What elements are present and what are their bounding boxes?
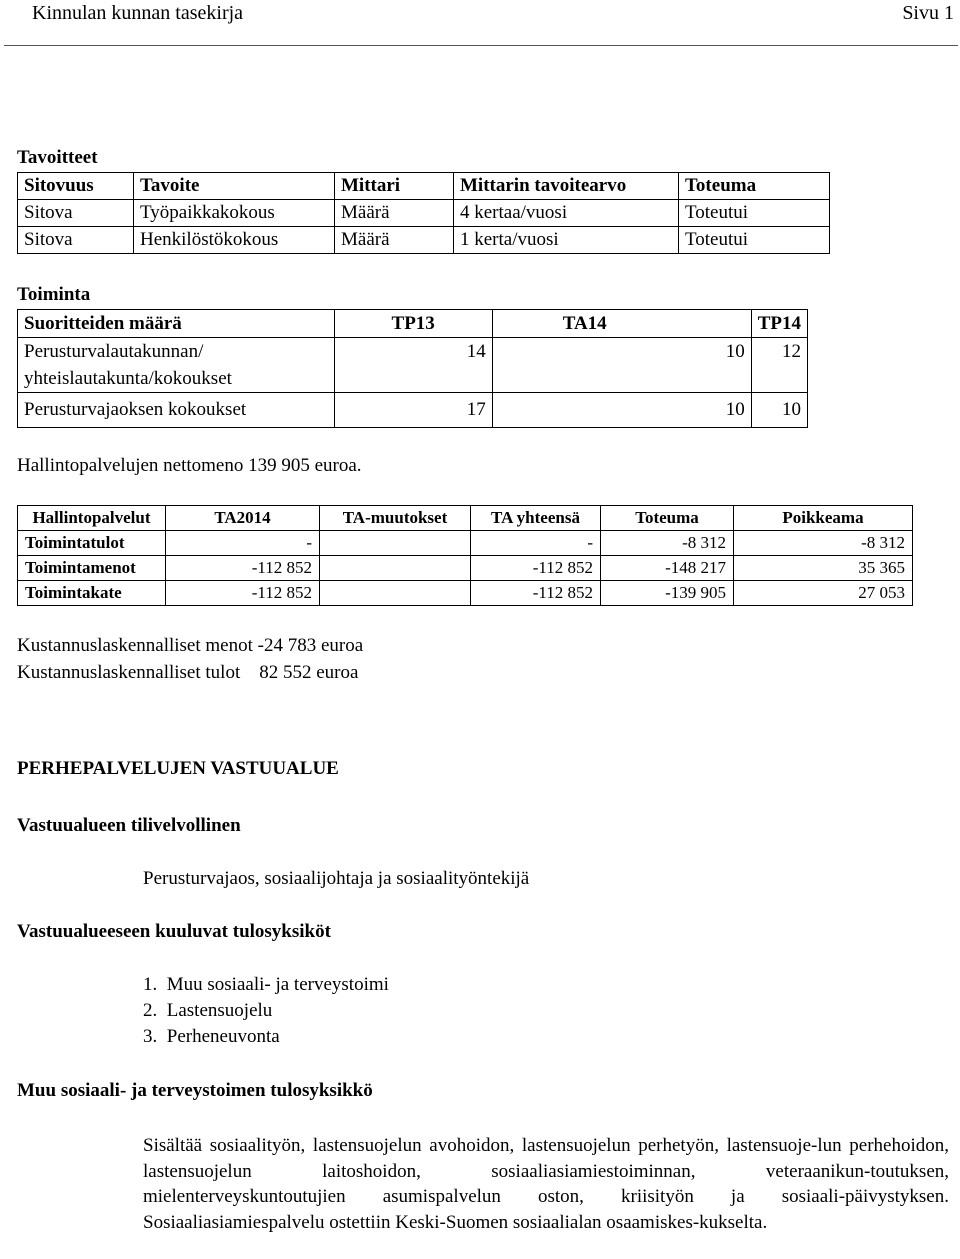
- table-cell: [320, 556, 471, 581]
- list-item: 2. Lastensuojelu: [143, 1000, 273, 1021]
- table-cell: Sitova: [18, 200, 134, 227]
- table-cell: Määrä: [335, 227, 454, 254]
- table-cell: Toimintatulot: [18, 531, 166, 556]
- table-cell: -112 852: [166, 581, 320, 606]
- subunit-heading: Muu sosiaali- ja terveystoimen tulosyksikkö: [17, 1080, 373, 1101]
- table-row: [18, 338, 808, 393]
- cost-line-income: Kustannuslaskennalliset tulot 82 552 euroa: [17, 662, 359, 683]
- finance-col-unit: Hallintopalvelut: [18, 506, 166, 531]
- row-label-line2: yhteislautakunta/kokoukset: [24, 368, 232, 389]
- row-label-line1: Perusturvalautakunnan/: [24, 341, 204, 362]
- goals-col-goal: Tavoite: [134, 173, 335, 200]
- table-cell: [18, 338, 335, 393]
- list-item: 3. Perheneuvonta: [143, 1026, 280, 1047]
- finance-col-deviation: Poikkeama: [734, 506, 913, 531]
- table-row: [18, 200, 830, 227]
- table-row: [18, 556, 913, 581]
- goals-heading: Tavoitteet: [17, 147, 98, 168]
- table-cell: Toteutui: [679, 227, 830, 254]
- goals-col-target: Mittarin tavoitearvo: [454, 173, 679, 200]
- section-title: PERHEPALVELUJEN VASTUUALUE: [17, 758, 339, 779]
- responsible-heading: Vastuualueen tilivelvollinen: [17, 815, 241, 836]
- table-cell: [320, 581, 471, 606]
- table-cell: 14: [334, 338, 492, 393]
- table-header-row: [18, 310, 808, 338]
- table-cell: 27 053: [734, 581, 913, 606]
- table-cell: 4 kertaa/vuosi: [454, 200, 679, 227]
- finance-table: [17, 505, 913, 606]
- table-cell: -112 852: [471, 556, 601, 581]
- finance-col-budget-total: TA yhteensä: [471, 506, 601, 531]
- goals-table: [17, 172, 830, 254]
- table-row: [18, 227, 830, 254]
- table-cell: 35 365: [734, 556, 913, 581]
- table-cell: -8 312: [734, 531, 913, 556]
- net-cost-text: Hallintopalvelujen nettomeno 139 905 euroa.: [17, 455, 362, 476]
- table-cell: -112 852: [166, 556, 320, 581]
- table-cell: 10: [492, 393, 751, 428]
- table-cell: Määrä: [335, 200, 454, 227]
- finance-col-budget: TA2014: [166, 506, 320, 531]
- table-row: [18, 531, 913, 556]
- cost-line-expenses: Kustannuslaskennalliset menot -24 783 euroa: [17, 635, 364, 656]
- table-cell: Toimintakate: [18, 581, 166, 606]
- activity-heading: Toiminta: [17, 284, 91, 305]
- table-cell: Perusturvajaoksen kokoukset: [18, 393, 335, 428]
- subunit-paragraph: Sisältää sosiaalityön, lastensuojelun avohoidon, lastensuojelun perhetyön, lastensuoje-lun perhehoidon, lastensuojelun laitoshoidon, sosiaaliasiamiestoiminnan, veteraanikun-toutuksen, mielenterveyskuntoutujien asumispalvelun oston, kriisityön ja sosiaali-päivystyksen. Sosiaaliasiamiespalvelu ostettiin Keski-Suomen sosiaalialan osaamiskes-kukselta.: [143, 1135, 949, 1233]
- document-title: Kinnulan kunnan tasekirja: [32, 2, 244, 24]
- table-cell: 17: [334, 393, 492, 428]
- table-cell: 12: [751, 338, 807, 393]
- activity-col-ta14: TA14: [492, 310, 751, 338]
- goals-col-metric: Mittari: [335, 173, 454, 200]
- table-cell: Toimintamenot: [18, 556, 166, 581]
- table-cell: -139 905: [601, 581, 734, 606]
- table-cell: 10: [751, 393, 807, 428]
- page-number: Sivu 1: [902, 2, 954, 24]
- goals-col-binding: Sitovuus: [18, 173, 134, 200]
- table-cell: -148 217: [601, 556, 734, 581]
- table-header-row: [18, 173, 830, 200]
- activity-table: [17, 309, 808, 428]
- table-cell: Sitova: [18, 227, 134, 254]
- table-header-row: [18, 506, 913, 531]
- list-item: 1. Muu sosiaali- ja terveystoimi: [143, 974, 389, 995]
- responsible-text: Perusturvajaos, sosiaalijohtaja ja sosiaalityöntekijä: [143, 868, 530, 889]
- table-cell: [320, 531, 471, 556]
- activity-col-label: Suoritteiden määrä: [18, 310, 335, 338]
- table-row: [18, 581, 913, 606]
- finance-col-actual: Toteuma: [601, 506, 734, 531]
- table-cell: Toteutui: [679, 200, 830, 227]
- table-cell: -: [471, 531, 601, 556]
- header-divider: [4, 45, 958, 46]
- goals-col-result: Toteuma: [679, 173, 830, 200]
- table-cell: -112 852: [471, 581, 601, 606]
- activity-col-tp13: TP13: [334, 310, 492, 338]
- table-cell: 10: [492, 338, 751, 393]
- table-cell: 1 kerta/vuosi: [454, 227, 679, 254]
- table-cell: -: [166, 531, 320, 556]
- table-cell: Työpaikkakokous: [134, 200, 335, 227]
- table-cell: Henkilöstökokous: [134, 227, 335, 254]
- activity-col-tp14: TP14: [751, 310, 807, 338]
- finance-col-changes: TA-muutokset: [320, 506, 471, 531]
- table-cell: -8 312: [601, 531, 734, 556]
- table-row: [18, 393, 808, 428]
- units-heading: Vastuualueeseen kuuluvat tulosyksiköt: [17, 921, 331, 942]
